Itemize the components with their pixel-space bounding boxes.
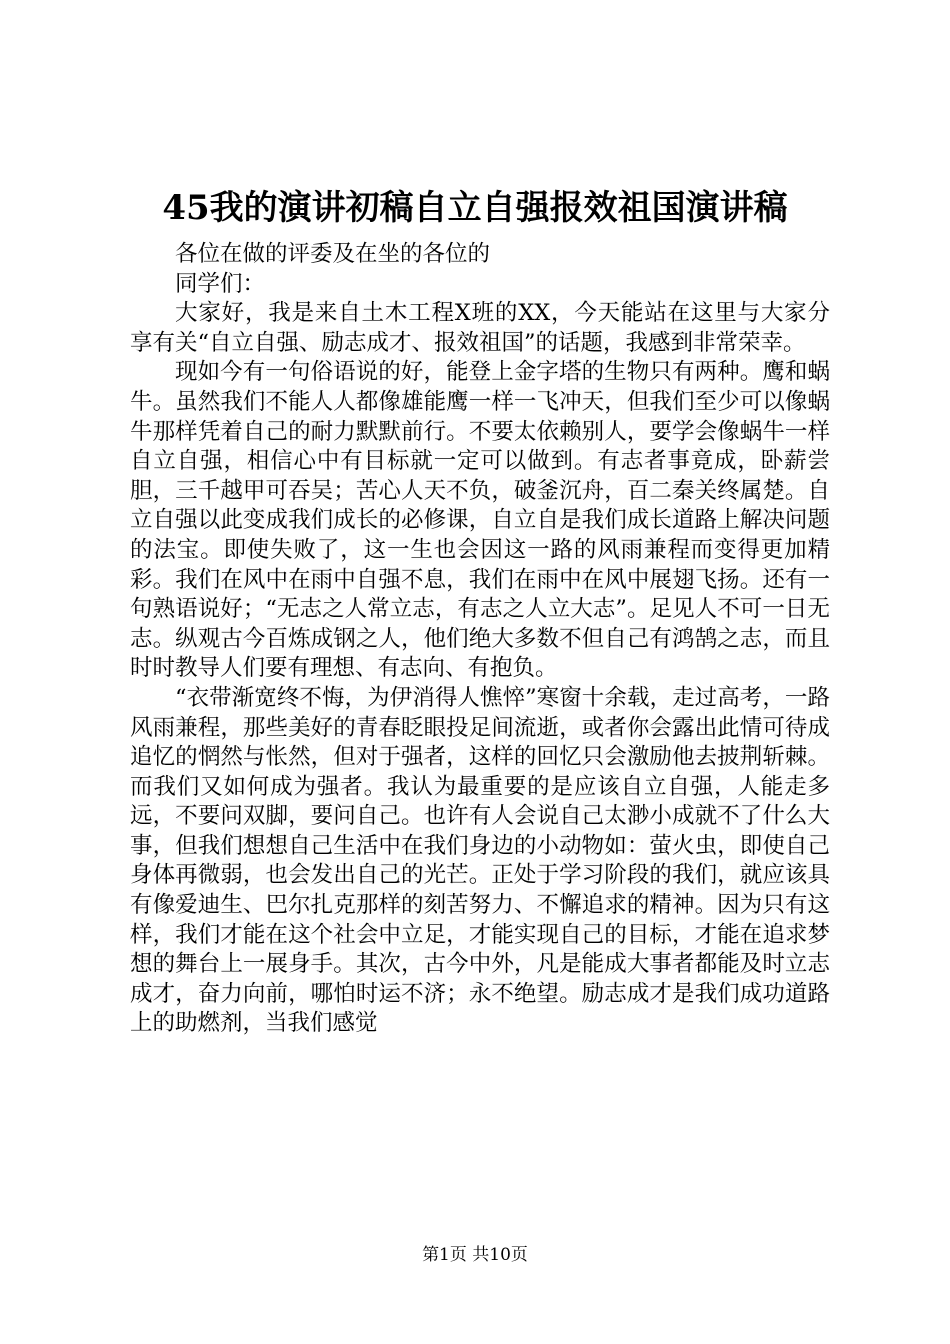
paragraph-greeting: 大家好，我是来自土木工程X班的XX，今天能站在这里与大家分享有关“自立自强、励志成才、报效祖国”的话题，我感到非常荣幸。 — [130, 300, 830, 356]
document-body — [130, 240, 830, 1039]
paragraph-body-2: “衣带渐宽终不悔，为伊消得人憔悴”寒窗十余载，走过高考，一路风雨兼程，那些美好的青春眨眼投足间流逝，或者你会露出此情可待成追忆的惘然与怅然，但对于强者，这样的回忆只会激励他去披荆斩棘。而我们又如何成为强者。我认为最重要的是应该自立自强，人能走多远，不要问双脚，要问自己。也许有人会说自己太渺小成就不了什么大事，但我们想想自己生活中在我们身边的小动物如：萤火虫，即使自己身体再微弱，也会发出自己的光芒。正处于学习阶段的我们，就应该具有像爱迪生、巴尔扎克那样的刻苦努力、不懈追求的精神。因为只有这样，我们才能在这个社会中立足，才能实现自己的目标，才能在追求梦想的舞台上一展身手。其次，古今中外，凡是能成大事者都能及时立志成才，奋力向前，哪怕时运不济；永不绝望。励志成才是我们成功道路上的助燃剂，当我们感觉 — [130, 684, 830, 1037]
page-title: 45我的演讲初稿自立自强报效祖国演讲稿 — [162, 188, 788, 228]
page-number-footer: 第1页 共10页 — [422, 1245, 528, 1265]
salutation-line-1: 各位在做的评委及在坐的各位的 — [175, 241, 491, 267]
paragraph-body-1: 现如今有一句俗语说的好，能登上金字塔的生物只有两种。鹰和蜗牛。虽然我们不能人人都像雄能鹰一样一飞冲天，但我们至少可以像蜗牛那样凭着自己的耐力默默前行。不要太依赖别人，要学会像蜗牛一样自立自强，相信心中有目标就一定可以做到。有志者事竟成，卧薪尝胆，三千越甲可吞吴；苦心人天不负，破釜沉舟，百二秦关终属楚。自立自强以此变成我们成长的必修课，自立自是我们成长道路上解决问题的法宝。即使失败了，这一生也会因这一路的风雨兼程而变得更加精彩。我们在风中在雨中自强不息，我们在雨中在风中展翅飞扬。还有一句熟语说好；“无志之人常立志，有志之人立大志”。足见人不可一日无志。纵观古今百炼成钢之人，他们绝大多数不但自己有鸿鹄之志，而且时时教导人们要有理想、有志向、有抱负。 — [130, 359, 830, 682]
salutation-line-2: 同学们： — [175, 270, 266, 297]
